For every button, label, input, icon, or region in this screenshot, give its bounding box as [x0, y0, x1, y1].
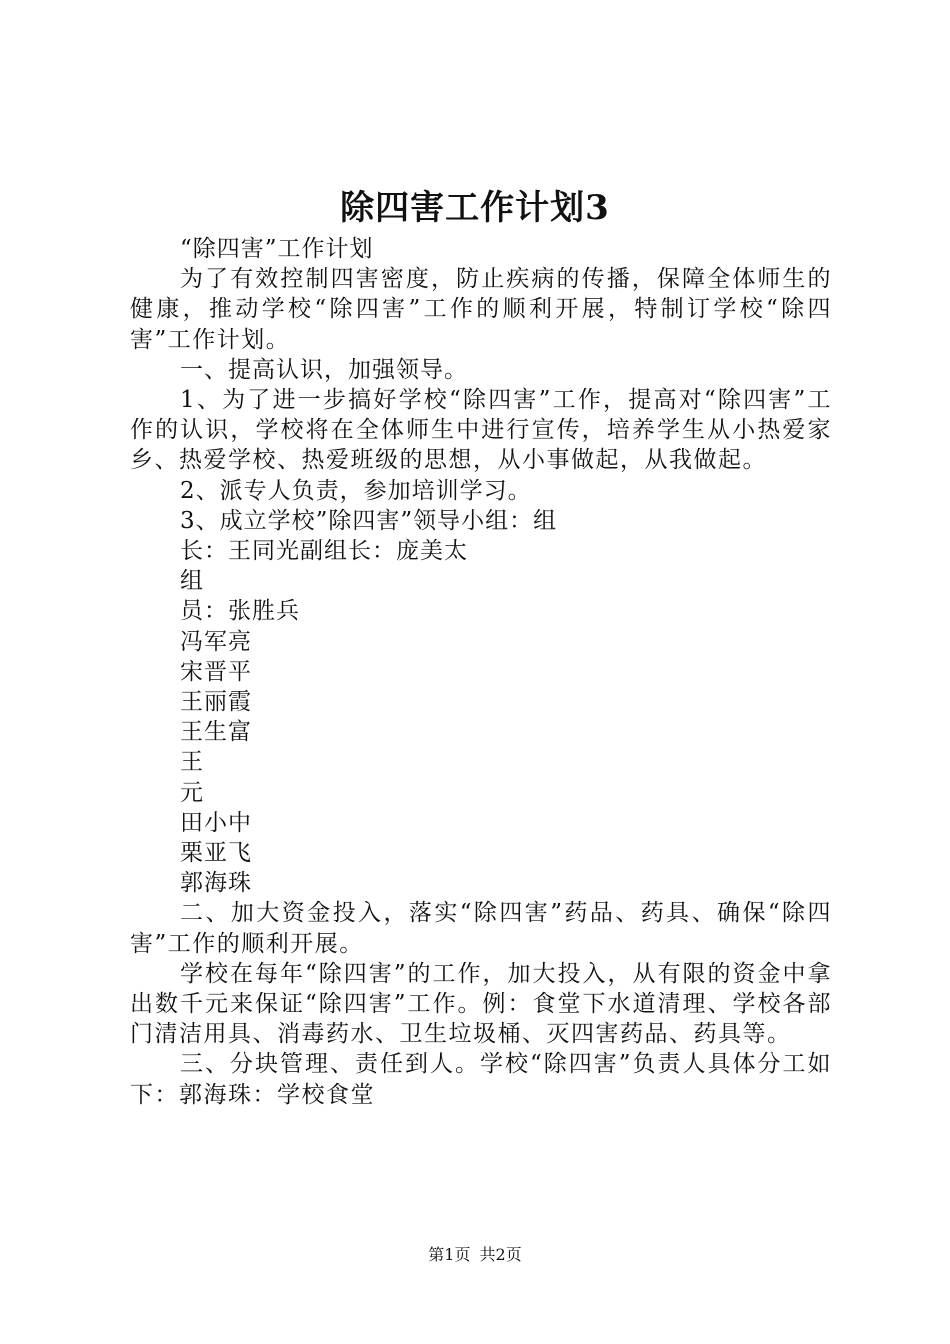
member-line: 王丽霞 [180, 689, 252, 716]
section2-heading: 二、加大资金投入，落实“除四害”药品、药具、确保“除四害”工作的顺利开展。 [130, 900, 832, 957]
intro-paragraph: 为了有效控制四害密度，防止疾病的传播，保障全体师生的健康，推动学校“除四害”工作的顺利开展，特制订学校“除四害”工作计划。 [130, 266, 832, 353]
member-line: 王生富 [180, 719, 252, 746]
members-label-line-2: 员：张胜兵 [180, 598, 300, 625]
section2-body: 学校在每年“除四害”的工作，加大投入，从有限的资金中拿出数千元来保证“除四害”工作。例：食堂下水道清理、学校各部门清洁用具、消毒药水、卫生垃圾桶、灭四害药品、药具等。 [130, 960, 832, 1048]
member-line: 栗亚飞 [180, 840, 252, 867]
document-title: 除四害工作计划3 [340, 188, 610, 228]
member-line: 郭海珠 [180, 870, 252, 897]
member-line: 元 [180, 779, 204, 806]
section1-heading: 一、提高认识，加强领导。 [180, 356, 468, 383]
members-label-line-1: 组 [180, 568, 204, 595]
member-line: 田小中 [180, 809, 252, 836]
page-number-current: 第1页 [428, 1245, 471, 1264]
member-line: 冯军亮 [180, 628, 252, 655]
member-line: 宋晋平 [180, 658, 252, 685]
section1-item1: 1、为了进一步搞好学校“除四害”工作，提高对“除四害”工作的认识，学校将在全体师生中进行宣传，培养学生从小热爱家乡、热爱学校、热爱班级的思想，从小事做起，从我做起。 [130, 387, 832, 474]
member-line: 王 [180, 749, 204, 776]
section1-item3: 3、成立学校”除四害”领导小组：组 [180, 507, 558, 534]
section3-paragraph: 三、分块管理、责任到人。学校“除四害”负责人具体分工如下：郭海珠：学校食堂 [130, 1051, 832, 1108]
document-subtitle: “除四害”工作计划 [180, 236, 374, 262]
page-footer [0, 1245, 950, 1265]
document-body [130, 234, 832, 1110]
leaders-line: 长：王同光副组长：庞美太 [180, 538, 468, 565]
page-number-total: 共2页 [479, 1245, 522, 1264]
section1-item2: 2、派专人负责，参加培训学习。 [180, 477, 532, 504]
